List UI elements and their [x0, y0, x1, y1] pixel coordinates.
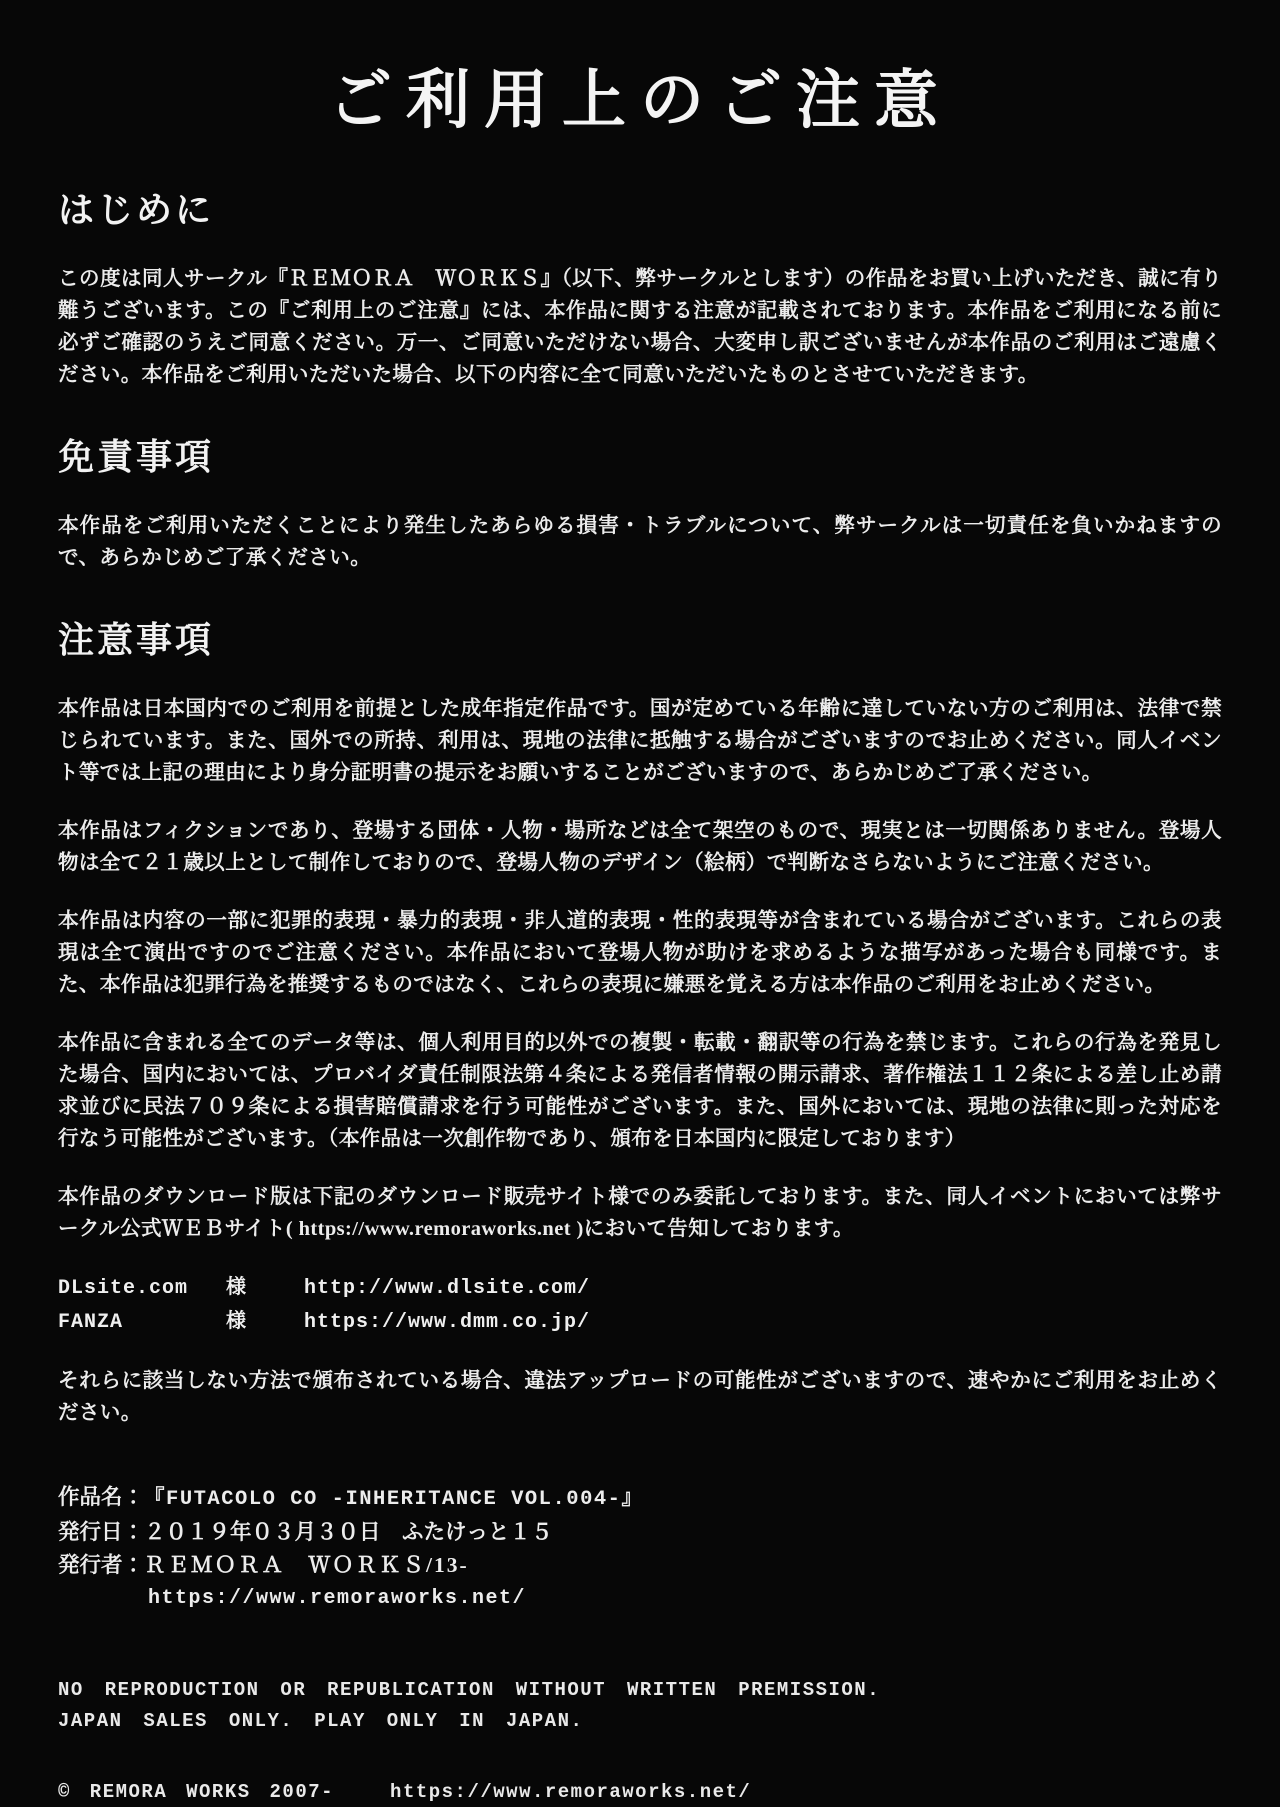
- page-title: ご利用上のご注意: [328, 65, 952, 136]
- precaution-paragraph-copyright: 本作品に含まれる全てのデータ等は、個人利用目的以外での複製・転載・翻訳等の行為を禁じます。これらの行為を発見した場合、国内においては、プロバイダ責任制限法第４条による発信者情報の開示請求、著作権法１１２条による差し止め請求並びに民法７０９条による損害賠償請求を行う可能性がございます。また、国外においては、現地の法律に則った対応を行なう可能性がございます。（本作品は一次創作物であり、頒布を日本国内に限定しております）: [58, 1032, 1222, 1150]
- copyright-line: [58, 1781, 1222, 1803]
- legal-line-no-reproduction: NO REPRODUCTION OR REPUBLICATION WITHOUT WRITTEN PREMISSION.: [58, 1679, 881, 1701]
- credit-label-publisher: 発行者：: [58, 1553, 145, 1577]
- copyright-url: https://www.remoraworks.net/: [390, 1781, 752, 1803]
- illegal-upload-warning: それらに該当しない方法で頒布されている場合、違法アップロードの可能性がございますので、速やかにご利用をお止めください。: [58, 1370, 1222, 1424]
- precaution-paragraph-age-restriction: 本作品は日本国内でのご利用を前提とした成年指定作品です。国が定めている年齢に達していない方のご利用は、法律で禁じられています。また、国外での所持、利用は、現地の法律に抵触する場合がございますのでお止めください。同人イベント等では上記の理由により身分証明書の提示をお願いすることがございますので、あらかじめご了承ください。: [58, 698, 1222, 784]
- credit-value-title: 『FUTACOLO CO -INHERITANCE VOL.004-』: [144, 1488, 644, 1511]
- credit-row-title: [58, 1481, 1222, 1516]
- section-precautions: [58, 620, 1222, 1245]
- section-disclaimer: [58, 437, 1222, 574]
- precaution-paragraph-download: 本作品のダウンロード版は下記のダウンロード販売サイト様でのみ委託しております。また、同人イベントにおいては弊サークル公式ＷＥＢサイト( https://www.remoraworks.net )において告知しております。: [58, 1186, 1222, 1240]
- credit-value-date: ２０１９年０３月３０日 ふたけっと１５: [144, 1520, 553, 1544]
- legal-notice-english: [58, 1675, 1222, 1737]
- download-site-row-dlsite: [58, 1271, 1222, 1305]
- disclaimer-paragraph: 本作品をご利用いただくことにより発生したあらゆる損害・トラブルについて、弊サークルは一切責任を負いかねますので、あらかじめご了承ください。: [58, 515, 1222, 569]
- site-name-dlsite: DLsite.com: [58, 1277, 189, 1300]
- section-heading-disclaimer: 免責事項: [58, 437, 215, 477]
- introduction-paragraph: この度は同人サークル『ＲＥＭＯＲＡ ＷＯＲＫＳ』（以下、弊サークルとします）の作品をお買い上げいただき、誠に有り難うございます。この『ご利用上のご注意』には、本作品に関する注意が記載されております。本作品をご利用になる前に必ずご確認のうえご同意ください。万一、ご同意いただけない場合、大変申し訳ございませんが本作品のご利用はご遠慮ください。本作品をご利用いただいた場合、以下の内容に全て同意いただいたものとさせていただきます。: [58, 268, 1222, 386]
- publication-credits: [58, 1481, 1222, 1615]
- publisher-url: https://www.remoraworks.net/: [148, 1587, 527, 1610]
- site-url-dlsite: http://www.dlsite.com/: [304, 1277, 591, 1300]
- download-site-row-fanza: [58, 1305, 1222, 1339]
- credit-label-title: 作品名：: [58, 1485, 145, 1509]
- legal-line-japan-only: JAPAN SALES ONLY. PLAY ONLY IN JAPAN.: [58, 1710, 584, 1732]
- precaution-paragraph-expressions: 本作品は内容の一部に犯罪的表現・暴力的表現・非人道的表現・性的表現等が含まれている場合がございます。これらの表現は全て演出ですのでご注意ください。本作品において登場人物が助けを求めるような描写があった場合も同様です。また、本作品は犯罪行為を推奨するものではなく、これらの表現に嫌悪を覚える方は本作品のご利用をお止めください。: [58, 910, 1222, 996]
- copyright-text: © REMORA WORKS 2007-: [58, 1781, 335, 1803]
- credit-row-date: [58, 1516, 1222, 1549]
- section-heading-precautions: 注意事項: [58, 620, 215, 660]
- credit-label-date: 発行日：: [58, 1520, 145, 1544]
- credit-row-publisher: [58, 1549, 1222, 1582]
- site-name-fanza: FANZA: [58, 1311, 124, 1334]
- site-url-fanza: https://www.dmm.co.jp/: [304, 1311, 591, 1334]
- credit-value-publisher: ＲＥＭＯＲＡ ＷＯＲＫＳ/13-: [144, 1553, 469, 1577]
- section-introduction: [58, 190, 1222, 391]
- download-site-list: [58, 1271, 1222, 1339]
- site-honorific: 様: [226, 1310, 246, 1332]
- site-honorific: 様: [226, 1276, 246, 1298]
- section-heading-introduction: はじめに: [58, 190, 215, 230]
- precaution-paragraph-fiction: 本作品はフィクションであり、登場する団体・人物・場所などは全て架空のもので、現実とは一切関係ありません。登場人物は全て２１歳以上として制作しておりので、登場人物のデザイン（絵柄）で判断なさらないようにご注意ください。: [58, 820, 1222, 874]
